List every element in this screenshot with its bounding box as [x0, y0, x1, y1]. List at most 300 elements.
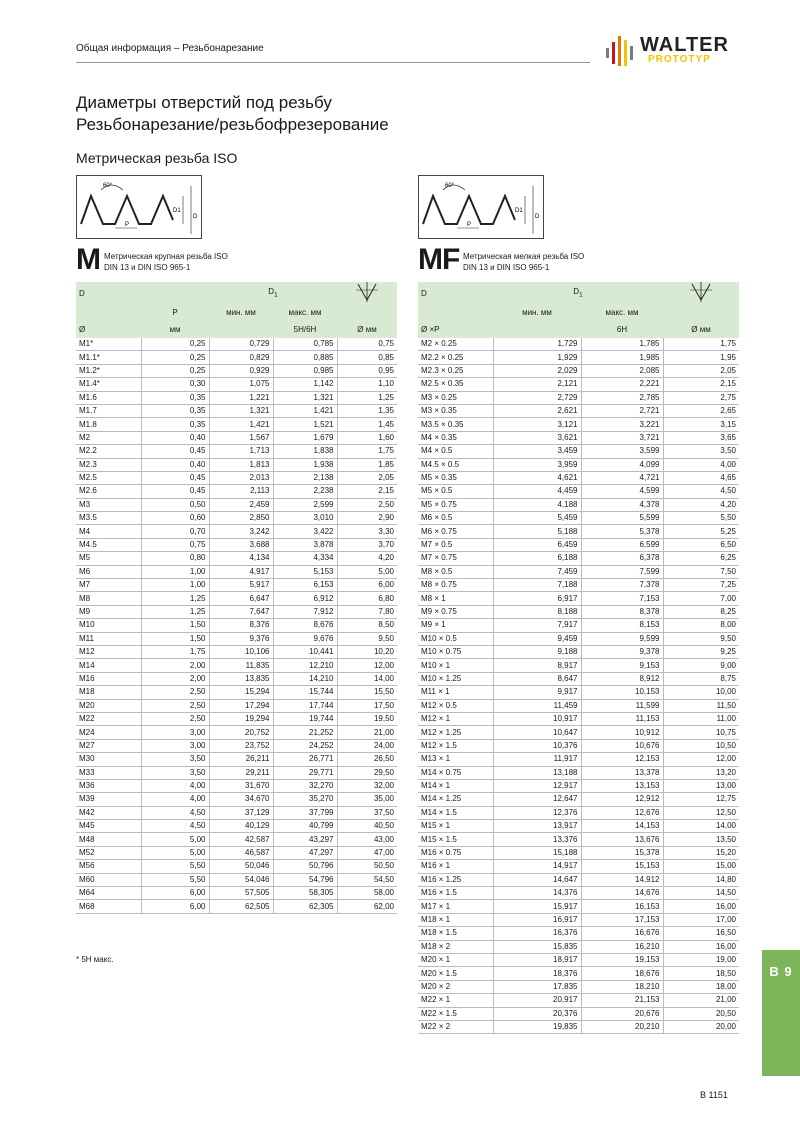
d-label: D — [193, 214, 198, 220]
table-cell: M9 × 0.75 — [418, 605, 493, 618]
table-cell: 12,676 — [581, 806, 663, 819]
table-cell: M4 × 0.5 — [418, 445, 493, 458]
title-line-2: Резьбонарезание/резьбофрезерование — [76, 115, 389, 134]
table-row — [418, 833, 739, 846]
table-cell: 3,878 — [273, 538, 337, 551]
table-cell: 14,917 — [493, 860, 581, 873]
table-cell: 2,50 — [141, 712, 209, 725]
table-row — [418, 793, 739, 806]
table-cell: 5,50 — [141, 860, 209, 873]
table-cell: 40,799 — [273, 820, 337, 833]
table-cell: 14,676 — [581, 887, 663, 900]
table-cell: 47,297 — [273, 846, 337, 859]
col-p: P — [141, 304, 209, 321]
table-cell: 5,459 — [493, 512, 581, 525]
table-cell: 13,153 — [581, 779, 663, 792]
table-cell: 2,085 — [581, 364, 663, 377]
table-cell: M2 — [76, 431, 141, 444]
fine-desc-line2: DIN 13 и DIN ISO 965-1 — [463, 263, 550, 272]
table-cell: 5,378 — [581, 525, 663, 538]
table-row — [418, 1020, 739, 1033]
table-cell: 26,211 — [209, 753, 273, 766]
table-cell: 16,153 — [581, 900, 663, 913]
col-d: D — [76, 282, 141, 304]
table-cell: 3,50 — [141, 753, 209, 766]
table-row — [418, 994, 739, 1007]
fine-desc-line1: Метрическая мелкая резьба ISO — [463, 252, 585, 261]
table-cell: M20 — [76, 699, 141, 712]
table-cell: 3,242 — [209, 525, 273, 538]
table-cell: 16,917 — [493, 913, 581, 926]
col-d1: $D_1$ — [209, 282, 337, 304]
tap-drill-icon — [354, 282, 380, 302]
table-cell: 4,459 — [493, 485, 581, 498]
table-cell: 4,188 — [493, 498, 581, 511]
table-cell: 47,00 — [337, 846, 397, 859]
table-cell: 58,00 — [337, 887, 397, 900]
table-cell: 9,459 — [493, 632, 581, 645]
table-cell: 14,80 — [663, 873, 739, 886]
table-cell: 9,376 — [209, 632, 273, 645]
table-cell: 34,670 — [209, 793, 273, 806]
table-row — [418, 672, 739, 685]
table-cell: 26,50 — [337, 753, 397, 766]
table-cell: 1,321 — [209, 404, 273, 417]
table-row — [418, 605, 739, 618]
table-cell: 8,647 — [493, 672, 581, 685]
walter-logo — [600, 36, 750, 72]
table-cell: 1,785 — [581, 338, 663, 351]
table-cell: 0,30 — [141, 378, 209, 391]
table-cell: 1,75 — [141, 645, 209, 658]
table-cell: 11,835 — [209, 659, 273, 672]
table-cell: 8,153 — [581, 619, 663, 632]
table-row — [418, 552, 739, 565]
table-cell: 0,70 — [141, 525, 209, 538]
table-cell: M3 × 0.35 — [418, 404, 493, 417]
table-row — [418, 846, 739, 859]
pitch-label: P — [125, 222, 130, 228]
table-row — [76, 873, 397, 886]
table-row — [76, 739, 397, 752]
table-cell: 7,917 — [493, 619, 581, 632]
fine-thread-diagram — [418, 175, 544, 239]
table-cell: 3,422 — [273, 525, 337, 538]
table-cell: M17 × 1 — [418, 900, 493, 913]
table-row — [418, 471, 739, 484]
table-cell: 43,00 — [337, 833, 397, 846]
fine-thread-description — [463, 251, 584, 273]
table-cell: M22 × 2 — [418, 1020, 493, 1033]
table-cell: M33 — [76, 766, 141, 779]
table-cell: 0,60 — [141, 512, 209, 525]
table-cell: M3 — [76, 498, 141, 511]
table-cell: 18,50 — [663, 967, 739, 980]
table-cell: M20 × 1 — [418, 953, 493, 966]
table-cell: 0,40 — [141, 431, 209, 444]
table-cell: 4,00 — [141, 779, 209, 792]
table-cell: 20,917 — [493, 994, 581, 1007]
table-row — [76, 793, 397, 806]
table-cell: 10,153 — [581, 686, 663, 699]
table-cell: 3,621 — [493, 431, 581, 444]
table-row — [418, 712, 739, 725]
table-cell: 17,153 — [581, 913, 663, 926]
footnote: * 5H макс. — [76, 955, 114, 964]
table-cell: 0,929 — [209, 364, 273, 377]
table-row — [76, 833, 397, 846]
table-cell: 12,912 — [581, 793, 663, 806]
table-cell: M39 — [76, 793, 141, 806]
table-cell: M24 — [76, 726, 141, 739]
table-cell: 13,50 — [663, 833, 739, 846]
table-row — [418, 538, 739, 551]
table-cell: M20 × 2 — [418, 980, 493, 993]
table-cell: 5,599 — [581, 512, 663, 525]
col-tolerance: 6H — [581, 321, 663, 338]
table-cell: 7,25 — [663, 579, 739, 592]
table-cell: 15,835 — [493, 940, 581, 953]
table-cell: 3,010 — [273, 512, 337, 525]
table-cell: 7,153 — [581, 592, 663, 605]
table-cell: 13,376 — [493, 833, 581, 846]
table-cell: M30 — [76, 753, 141, 766]
table-cell: 5,50 — [663, 512, 739, 525]
table-cell: M1.6 — [76, 391, 141, 404]
table-row — [76, 525, 397, 538]
table-cell: 58,305 — [273, 887, 337, 900]
table-row — [76, 498, 397, 511]
table-cell: 0,785 — [273, 338, 337, 351]
section-subtitle: Метрическая резьба ISO — [76, 150, 238, 166]
table-cell: 16,376 — [493, 927, 581, 940]
table-cell: M11 — [76, 632, 141, 645]
table-cell: 57,505 — [209, 887, 273, 900]
table-cell: 3,121 — [493, 418, 581, 431]
table-cell: 62,00 — [337, 900, 397, 913]
table-cell: 4,099 — [581, 458, 663, 471]
table-cell: 7,188 — [493, 579, 581, 592]
table-row — [418, 699, 739, 712]
table-cell: 4,00 — [141, 793, 209, 806]
table-row — [76, 820, 397, 833]
table-cell: M12 × 1 — [418, 712, 493, 725]
table-cell: 5,50 — [141, 873, 209, 886]
table-cell: 9,50 — [663, 632, 739, 645]
table-cell: 14,376 — [493, 887, 581, 900]
table-cell: 10,20 — [337, 645, 397, 658]
table-cell: 8,917 — [493, 659, 581, 672]
table-cell: 0,35 — [141, 404, 209, 417]
table-cell: 8,75 — [663, 672, 739, 685]
table-cell: M18 × 1.5 — [418, 927, 493, 940]
table-cell: 4,334 — [273, 552, 337, 565]
table-cell: 14,153 — [581, 820, 663, 833]
table-cell: 0,35 — [141, 391, 209, 404]
table-cell: 18,917 — [493, 953, 581, 966]
table-cell: M22 — [76, 712, 141, 725]
table-cell: 0,50 — [141, 498, 209, 511]
table-cell: M10 × 0.75 — [418, 645, 493, 658]
table-cell: 4,50 — [141, 820, 209, 833]
table-cell: M8 × 0.5 — [418, 565, 493, 578]
table-row — [418, 525, 739, 538]
table-cell: 14,50 — [663, 887, 739, 900]
table-row — [418, 632, 739, 645]
table-cell: 21,252 — [273, 726, 337, 739]
table-cell: M56 — [76, 860, 141, 873]
col-p-unit: мм — [141, 321, 209, 338]
table-cell: M4 × 0.35 — [418, 431, 493, 444]
table-cell: 0,885 — [273, 351, 337, 364]
table-cell: 2,50 — [141, 686, 209, 699]
table-cell: 4,378 — [581, 498, 663, 511]
table-cell: 1,929 — [493, 351, 581, 364]
title-line-1: Диаметры отверстий под резьбу — [76, 93, 332, 112]
table-cell: 1,985 — [581, 351, 663, 364]
table-cell: M36 — [76, 779, 141, 792]
table-cell: 3,15 — [663, 418, 739, 431]
table-cell: 12,75 — [663, 793, 739, 806]
col-min: мин. мм — [209, 304, 273, 321]
table-row — [418, 431, 739, 444]
table-cell: M7 × 0.75 — [418, 552, 493, 565]
table-cell: 0,985 — [273, 364, 337, 377]
table-cell: 2,05 — [663, 364, 739, 377]
table-cell: 12,210 — [273, 659, 337, 672]
table-cell: 4,599 — [581, 485, 663, 498]
logo-sub: PROTOTYP — [648, 54, 711, 65]
table-cell: 13,188 — [493, 766, 581, 779]
table-row — [418, 953, 739, 966]
table-cell: 1,50 — [141, 632, 209, 645]
table-cell: M14 — [76, 659, 141, 672]
table-cell: 0,75 — [337, 338, 397, 351]
table-cell: 7,647 — [209, 605, 273, 618]
table-cell: M2.2 × 0.25 — [418, 351, 493, 364]
table-cell: M5 × 0.5 — [418, 485, 493, 498]
section-tab[interactable] — [762, 950, 800, 1076]
table-cell: M8 — [76, 592, 141, 605]
table-row — [418, 860, 739, 873]
table-cell: M2.3 — [76, 458, 141, 471]
table-cell: M5 × 0.35 — [418, 471, 493, 484]
table-cell: 43,297 — [273, 833, 337, 846]
table-cell: 5,00 — [337, 565, 397, 578]
table-cell: M68 — [76, 900, 141, 913]
table-cell: M16 × 1 — [418, 860, 493, 873]
col-d: D — [418, 282, 493, 304]
table-cell: M16 × 1.25 — [418, 873, 493, 886]
table-cell: M16 × 0.75 — [418, 846, 493, 859]
table-cell: 37,50 — [337, 806, 397, 819]
table-cell: 12,376 — [493, 806, 581, 819]
table-cell: M5 × 0.75 — [418, 498, 493, 511]
table-cell: 2,138 — [273, 471, 337, 484]
table-row — [76, 860, 397, 873]
table-cell: 3,459 — [493, 445, 581, 458]
table-cell: 12,917 — [493, 779, 581, 792]
coarse-desc-line2: DIN 13 и DIN ISO 965-1 — [104, 263, 191, 272]
table-cell: M14 × 0.75 — [418, 766, 493, 779]
table-cell: M11 × 1 — [418, 686, 493, 699]
table-cell: 6,647 — [209, 592, 273, 605]
fine-thread-letter: MF — [418, 243, 460, 276]
table-cell: 7,50 — [663, 565, 739, 578]
table-cell: 35,270 — [273, 793, 337, 806]
table-cell: 1,85 — [337, 458, 397, 471]
table-row — [418, 565, 739, 578]
table-cell: 50,50 — [337, 860, 397, 873]
table-cell: 17,294 — [209, 699, 273, 712]
table-cell: M5 — [76, 552, 141, 565]
table-cell: 12,647 — [493, 793, 581, 806]
table-cell: M2.5 × 0.35 — [418, 378, 493, 391]
table-cell: 46,587 — [209, 846, 273, 859]
table-cell: 16,00 — [663, 900, 739, 913]
table-cell: 7,378 — [581, 579, 663, 592]
table-cell: 15,378 — [581, 846, 663, 859]
table-cell: 0,25 — [141, 364, 209, 377]
table-cell: 11,153 — [581, 712, 663, 725]
table-cell: M2.5 — [76, 471, 141, 484]
table-cell: 12,50 — [663, 806, 739, 819]
table-row — [76, 592, 397, 605]
table-cell: M8 × 1 — [418, 592, 493, 605]
table-row — [76, 806, 397, 819]
table-row — [418, 364, 739, 377]
table-cell: 20,210 — [581, 1020, 663, 1033]
table-cell: 15,294 — [209, 686, 273, 699]
table-cell: 6,599 — [581, 538, 663, 551]
table-cell: 15,153 — [581, 860, 663, 873]
table-cell: 3,50 — [663, 445, 739, 458]
table-cell: 10,106 — [209, 645, 273, 658]
table-row — [418, 485, 739, 498]
table-cell: 8,376 — [209, 619, 273, 632]
d-label: D — [535, 214, 540, 220]
col-dxp: Ø ×P — [418, 321, 493, 338]
table-cell: M64 — [76, 887, 141, 900]
table-cell: 2,721 — [581, 404, 663, 417]
table-cell: 4,20 — [337, 552, 397, 565]
table-cell: M18 × 2 — [418, 940, 493, 953]
table-row — [418, 900, 739, 913]
table-cell: 14,210 — [273, 672, 337, 685]
table-row — [418, 967, 739, 980]
table-cell: M15 × 1 — [418, 820, 493, 833]
table-row — [76, 445, 397, 458]
table-cell: 0,45 — [141, 471, 209, 484]
table-cell: 50,046 — [209, 860, 273, 873]
table-cell: M27 — [76, 739, 141, 752]
table-cell: 6,459 — [493, 538, 581, 551]
table-cell: 2,121 — [493, 378, 581, 391]
table-cell: 0,25 — [141, 338, 209, 351]
table-cell: 32,270 — [273, 779, 337, 792]
table-cell: M14 × 1.25 — [418, 793, 493, 806]
table-row — [418, 726, 739, 739]
table-cell: 13,676 — [581, 833, 663, 846]
table-cell: 1,567 — [209, 431, 273, 444]
d1-label: D1 — [173, 208, 181, 214]
table-cell: 4,50 — [141, 806, 209, 819]
table-cell: 54,50 — [337, 873, 397, 886]
table-cell: M12 × 0.5 — [418, 699, 493, 712]
table-row — [418, 806, 739, 819]
table-cell: 1,142 — [273, 378, 337, 391]
table-cell: 13,20 — [663, 766, 739, 779]
table-cell: 54,796 — [273, 873, 337, 886]
table-cell: 4,917 — [209, 565, 273, 578]
table-cell: M14 × 1.5 — [418, 806, 493, 819]
table-row — [76, 485, 397, 498]
table-row — [418, 645, 739, 658]
table-cell: 29,771 — [273, 766, 337, 779]
table-cell: 2,459 — [209, 498, 273, 511]
table-row — [418, 512, 739, 525]
table-cell: 6,153 — [273, 579, 337, 592]
angle-label: 60° — [103, 183, 113, 189]
table-cell: 19,50 — [337, 712, 397, 725]
table-cell: M10 × 0.5 — [418, 632, 493, 645]
table-cell: 5,00 — [141, 846, 209, 859]
d1-label: D1 — [515, 208, 523, 214]
col-drill: Ø мм — [337, 321, 397, 338]
table-cell: 21,00 — [337, 726, 397, 739]
table-cell: 1,45 — [337, 418, 397, 431]
table-row — [76, 565, 397, 578]
table-row — [418, 659, 739, 672]
table-cell: M18 × 1 — [418, 913, 493, 926]
table-cell: 0,25 — [141, 351, 209, 364]
table-cell: M6 × 0.75 — [418, 525, 493, 538]
table-cell: 2,90 — [337, 512, 397, 525]
table-cell: 2,15 — [663, 378, 739, 391]
table-cell: 7,80 — [337, 605, 397, 618]
pitch-label: P — [467, 222, 472, 228]
table-row — [418, 1007, 739, 1020]
table-cell: 16,50 — [663, 927, 739, 940]
table-row — [76, 338, 397, 351]
table-cell: 0,45 — [141, 485, 209, 498]
table-row — [76, 351, 397, 364]
table-cell: 5,153 — [273, 565, 337, 578]
coarse-thread-diagram — [76, 175, 202, 239]
table-row — [76, 645, 397, 658]
table-cell: 2,15 — [337, 485, 397, 498]
table-cell: 6,00 — [141, 900, 209, 913]
col-drill: Ø мм — [663, 321, 739, 338]
table-cell: 11,917 — [493, 753, 581, 766]
table-cell: 1,421 — [273, 404, 337, 417]
table-cell: 14,00 — [337, 672, 397, 685]
table-cell: 3,721 — [581, 431, 663, 444]
table-row — [76, 364, 397, 377]
table-cell: 15,20 — [663, 846, 739, 859]
table-cell: 3,599 — [581, 445, 663, 458]
table-cell: 6,188 — [493, 552, 581, 565]
table-cell: 15,744 — [273, 686, 337, 699]
table-cell: 1,075 — [209, 378, 273, 391]
table-row — [418, 418, 739, 431]
table-cell: 1,521 — [273, 418, 337, 431]
table-row — [418, 887, 739, 900]
table-cell: 3,70 — [337, 538, 397, 551]
table-cell: 9,188 — [493, 645, 581, 658]
table-row — [76, 712, 397, 725]
table-cell: 4,621 — [493, 471, 581, 484]
